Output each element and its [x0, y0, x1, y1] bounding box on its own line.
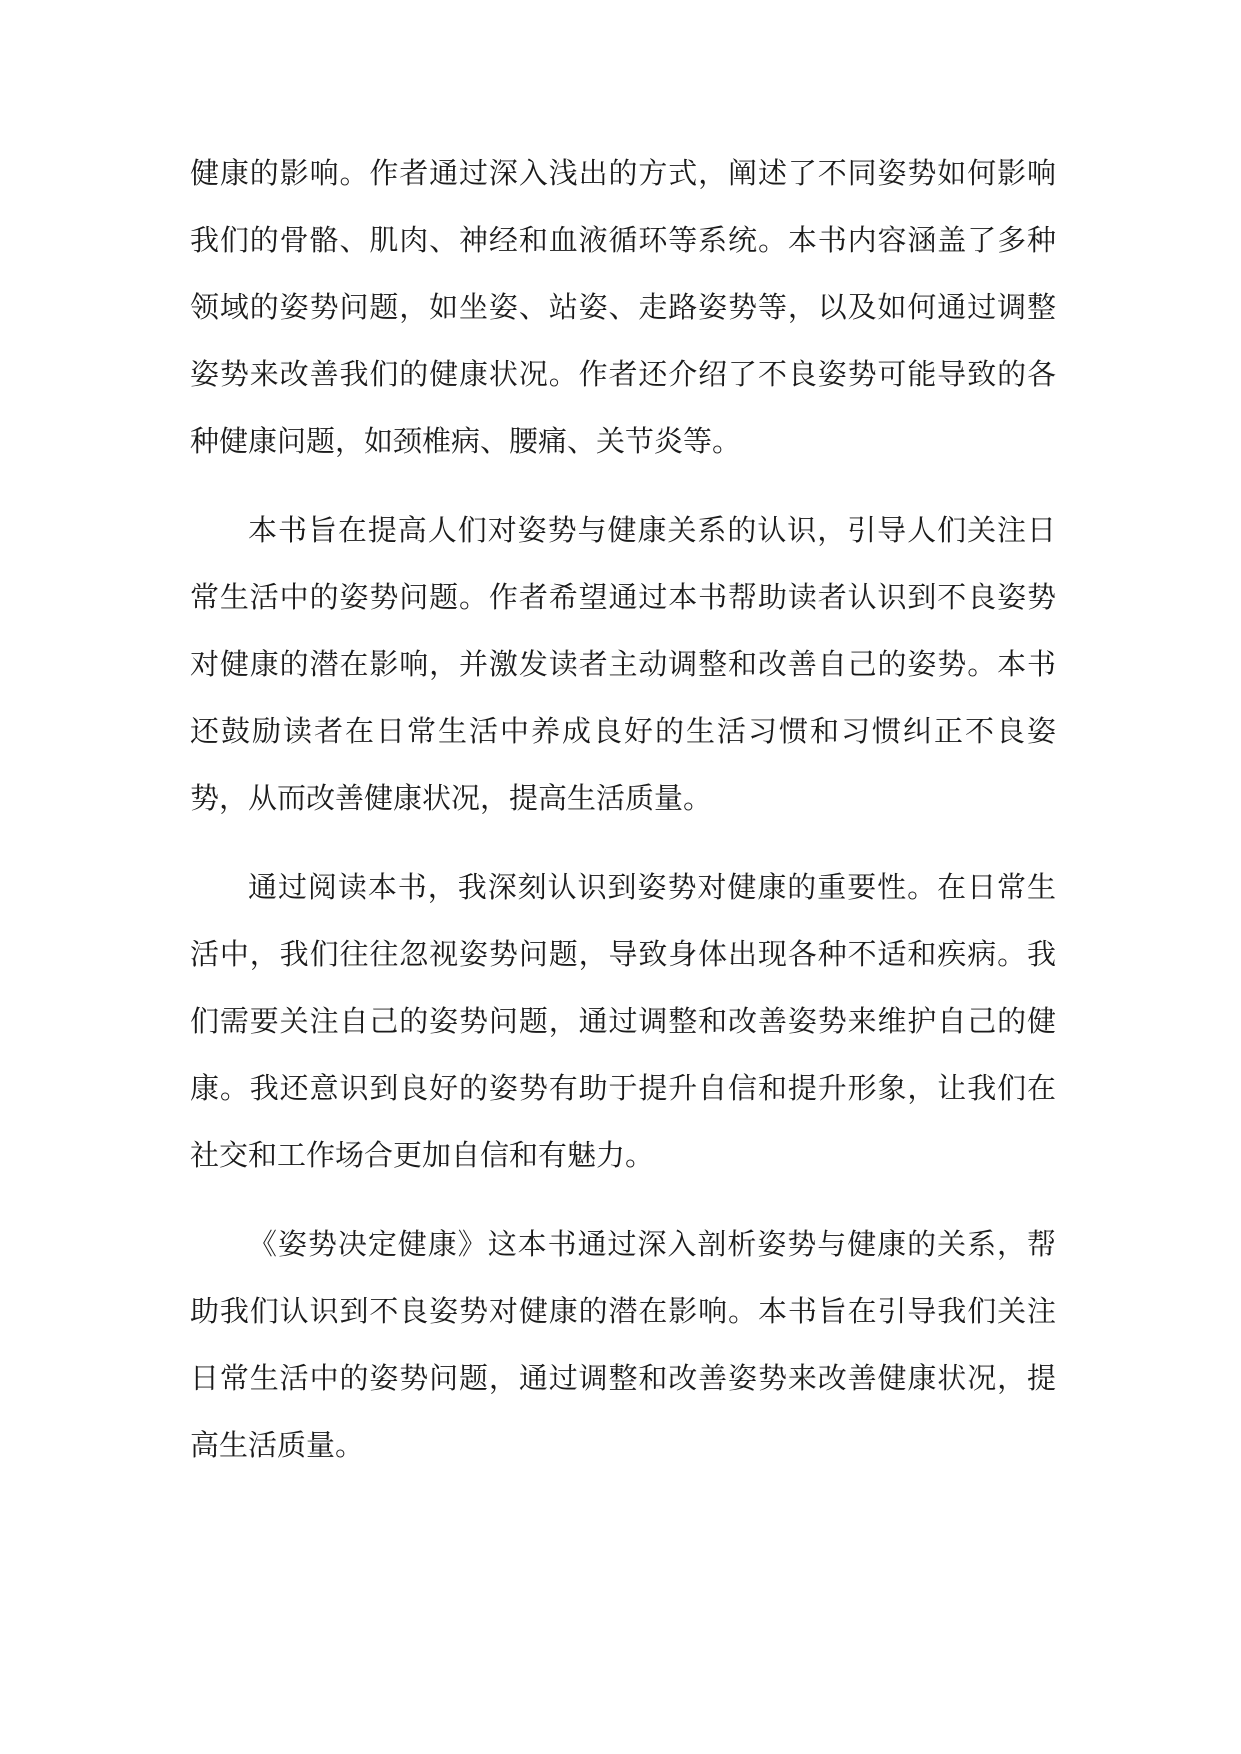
paragraph: 《姿势决定健康》这本书通过深入剖析姿势与健康的关系，帮助我们认识到不良姿势对健康的潜在影响。本书旨在引导我们关注日常生活中的姿势问题，通过调整和改善姿势来改善健康状况，提高生活质量。: [190, 1227, 1056, 1462]
paragraph: 本书旨在提高人们对姿势与健康关系的认识，引导人们关注日常生活中的姿势问题。作者希望通过本书帮助读者认识到不良姿势对健康的潜在影响，并激发读者主动调整和改善自己的姿势。本书还鼓励读者在日常生活中养成良好的生活习惯和习惯纠正不良姿势，从而改善健康状况，提高生活质量。: [190, 513, 1056, 815]
paragraph-continued: 健康的影响。作者通过深入浅出的方式，阐述了不同姿势如何影响我们的骨骼、肌肉、神经和血液循环等系统。本书内容涵盖了多种领域的姿势问题，如坐姿、站姿、走路姿势等，以及如何通过调整姿势来改善我们的健康状况。作者还介绍了不良姿势可能导致的各种健康问题，如颈椎病、腰痛、关节炎等。: [190, 156, 1056, 458]
paragraph: 通过阅读本书，我深刻认识到姿势对健康的重要性。在日常生活中，我们往往忽视姿势问题，导致身体出现各种不适和疾病。我们需要关注自己的姿势问题，通过调整和改善姿势来维护自己的健康。我还意识到良好的姿势有助于提升自信和提升形象，让我们在社交和工作场合更加自信和有魅力。: [190, 870, 1056, 1172]
document-body: [190, 140, 1056, 1501]
